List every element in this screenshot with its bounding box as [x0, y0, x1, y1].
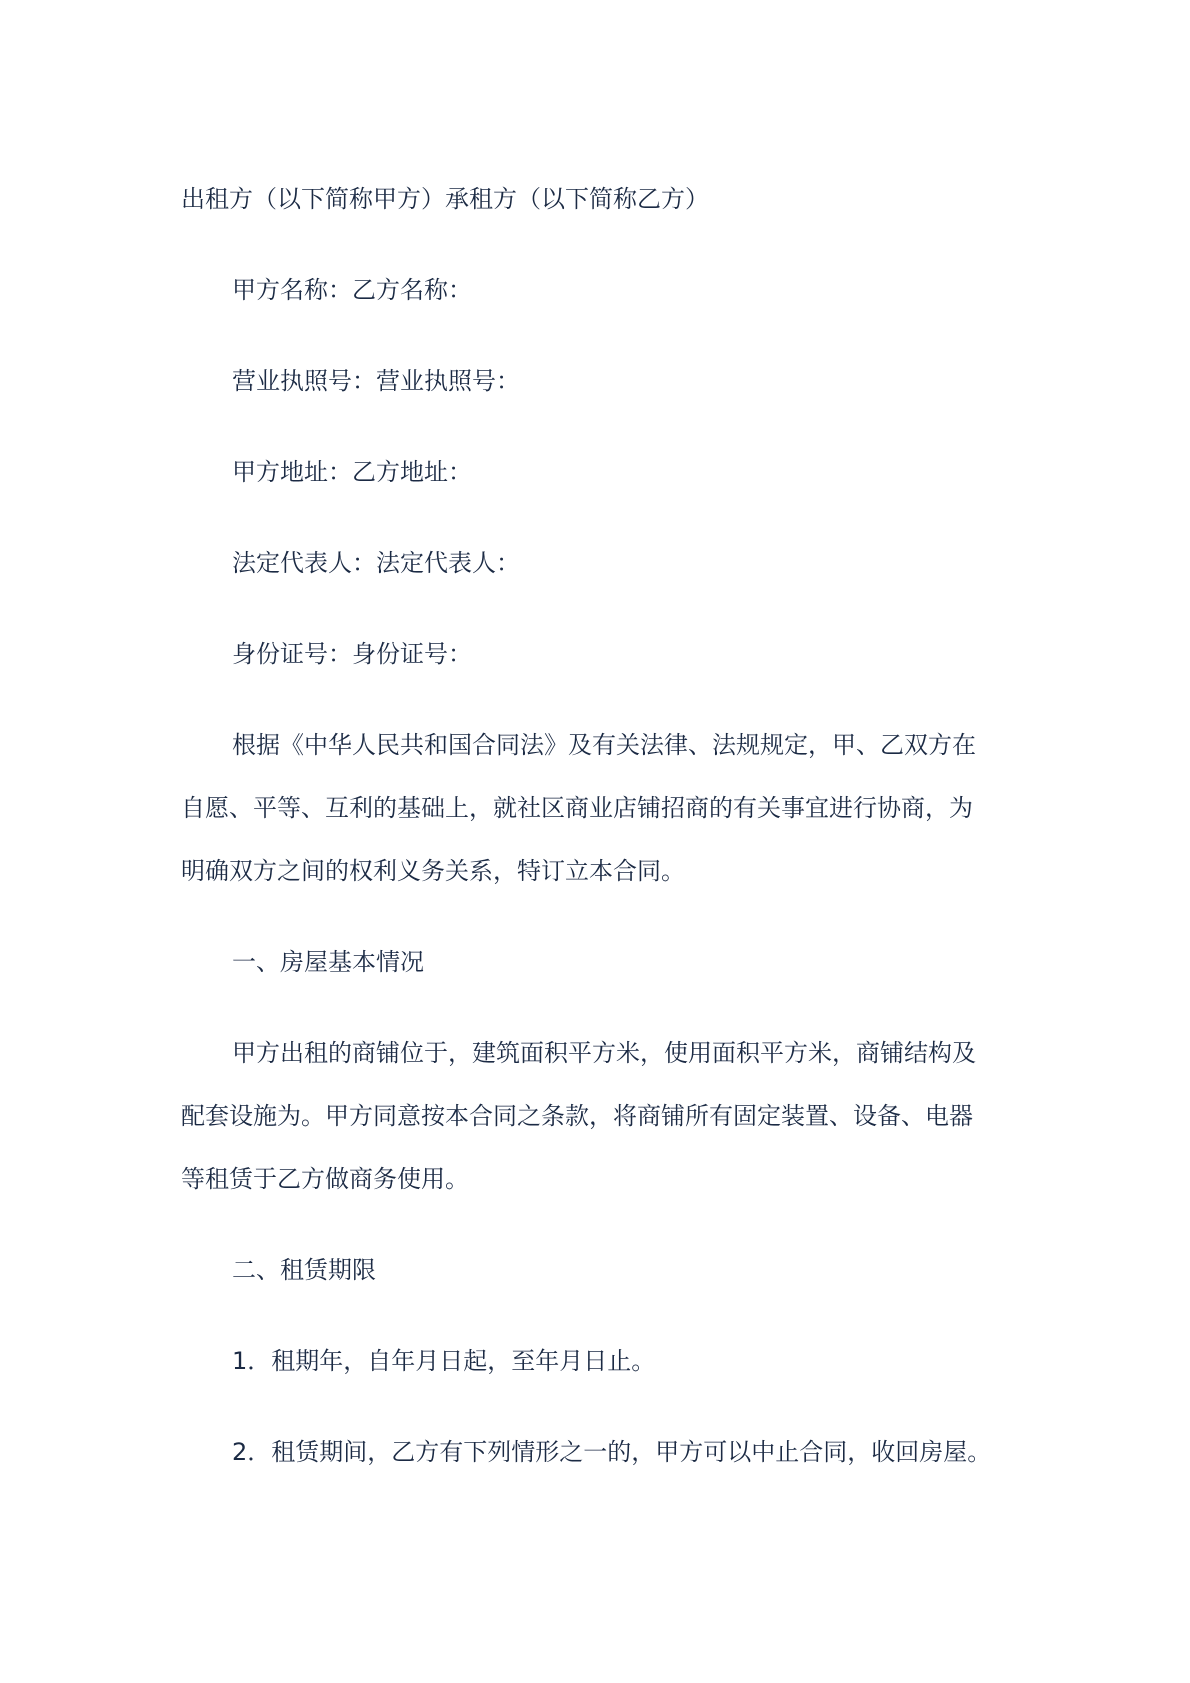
party-names-line: 甲方名称：乙方名称：	[232, 276, 472, 304]
preamble-line-1: 根据《中华人民共和国合同法》及有关法律、法规规定，甲、乙双方在	[232, 731, 976, 759]
clause-2-1: 1．租期年，自年月日起，至年月日止。	[232, 1347, 656, 1375]
section-2-title: 二、租赁期限	[232, 1256, 376, 1284]
id-number-line: 身份证号：身份证号：	[232, 640, 472, 668]
address-line: 甲方地址：乙方地址：	[232, 458, 472, 486]
clause-2-2: 2．租赁期间，乙方有下列情形之一的，甲方可以中止合同，收回房屋。	[232, 1438, 992, 1466]
legal-rep-line: 法定代表人：法定代表人：	[232, 549, 520, 577]
parties-intro: 出租方（以下简称甲方）承租方（以下简称乙方）	[181, 185, 709, 213]
section-1-line-1: 甲方出租的商铺位于，建筑面积平方米，使用面积平方米，商铺结构及	[232, 1039, 976, 1067]
contract-body	[181, 168, 1021, 1484]
section-1-paragraph	[181, 1022, 1021, 1211]
preamble-line-3: 明确双方之间的权利义务关系，特订立本合同。	[181, 857, 685, 885]
business-license-line: 营业执照号：营业执照号：	[232, 367, 520, 395]
preamble-paragraph	[181, 714, 1021, 903]
section-1-title: 一、房屋基本情况	[232, 948, 424, 976]
preamble-line-2: 自愿、平等、互利的基础上，就社区商业店铺招商的有关事宜进行协商，为	[181, 794, 973, 822]
section-1-line-2: 配套设施为。甲方同意按本合同之条款，将商铺所有固定装置、设备、电器	[181, 1102, 973, 1130]
section-1-line-3: 等租赁于乙方做商务使用。	[181, 1165, 469, 1193]
